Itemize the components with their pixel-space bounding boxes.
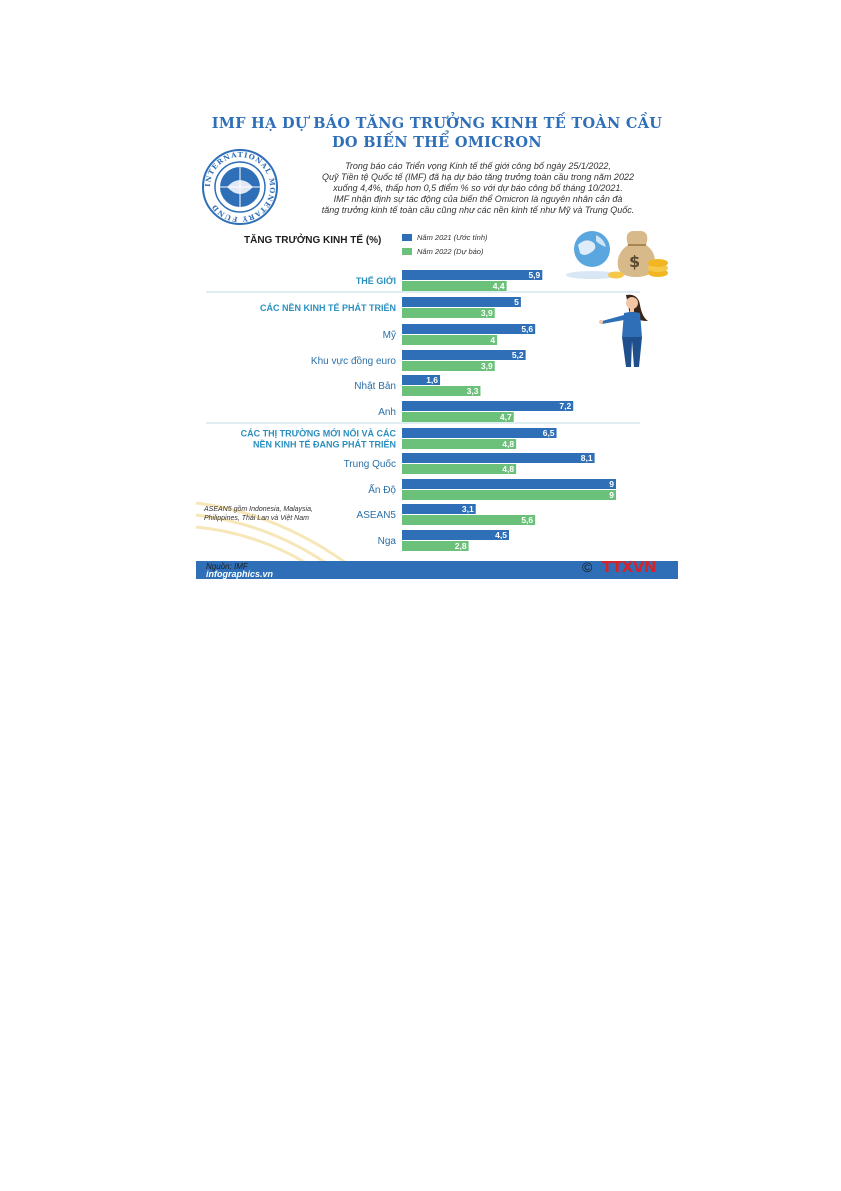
svg-text:$: $ [629,252,641,271]
legend-label-2022: Năm 2022 (Dự báo) [417,247,484,256]
legend-label-2021: Năm 2021 (Ước tính) [417,233,488,242]
source-text: Nguồn: IMF [206,562,248,571]
bar-value-label: 7,2 [559,401,572,411]
bar-2021 [402,350,526,360]
bar-2022 [402,515,535,525]
bar-2021 [402,428,557,438]
category-label: NỀN KINH TẾ ĐANG PHÁT TRIỂN [252,439,396,450]
bar-2021 [402,401,573,411]
category-label: Ấn Độ [368,485,396,496]
category-label: Nga [377,536,396,547]
bar-2022 [402,281,507,291]
bar-value-label: 4,8 [502,439,515,449]
bar-value-label: 9 [609,490,614,500]
ttxvn-brand: TTXVN [602,558,657,576]
bar-2021 [402,297,521,307]
category-label: CÁC NỀN KINH TẾ PHÁT TRIỂN [259,303,396,313]
intro-line-4: IMF nhận định sự tác động của biến thể Omicron là nguyên nhân cản đà [333,194,623,204]
bar-value-label: 6,5 [542,428,555,438]
bar-value-label: 5,6 [521,515,534,525]
bar-value-label: 5,6 [521,324,534,334]
chart-title: TĂNG TRƯỞNG KINH TẾ (%) [244,235,382,246]
category-label: ASEAN5 [356,510,396,521]
bar-2021 [402,479,616,489]
bar-2022 [402,412,514,422]
bar-value-label: 4,5 [495,530,507,540]
category-label: Khu vực đồng euro [310,356,396,367]
bar-value-label: 2,8 [454,541,467,551]
category-label: CÁC THỊ TRƯỜNG MỚI NỔI VÀ CÁC [240,428,396,439]
intro-line-1: Trong báo cáo Triển vọng Kinh tế thế giới công bố ngày 25/1/2022, [345,161,611,171]
bar-value-label: 5,9 [528,270,541,280]
category-label: Anh [378,407,396,418]
intro-line-5: tăng trưởng kinh tế toàn cầu cũng như các nền kinh tế như Mỹ và Trung Quốc. [321,205,635,215]
intro-line-2: Quỹ Tiền tệ Quốc tế (IMF) đã hạ dự báo tăng trưởng toàn cầu trong năm 2022 [322,172,634,182]
bar-value-label: 3,1 [461,504,474,514]
bar-value-label: 9 [609,479,614,489]
copyright-icon: © [582,559,593,575]
title-line-2: DO BIẾN THỂ OMICRON [332,134,542,151]
intro-line-3: xuống 4,4%, thấp hơn 0,5 điểm % so với dự báo công bố tháng 10/2021. [333,183,623,193]
bar-2022 [402,335,497,345]
ttxvn-logo [582,559,674,577]
bar-2022 [402,490,616,500]
bar-value-label: 4,7 [499,412,512,422]
bar-2021 [402,530,509,540]
bar-value-label: 3,9 [480,308,493,318]
bar-value-label: 4 [490,335,496,345]
bar-2021 [402,453,595,463]
title-line-1: IMF HẠ DỰ BÁO TĂNG TRƯỞNG KINH TẾ TOÀN CẦU [211,115,663,132]
bar-value-label: 8,1 [580,453,593,463]
category-label: THẾ GIỚI [355,276,396,286]
bar-2021 [402,324,535,334]
infographic-card [196,103,678,579]
asean5-note: ASEAN5 gồm Indonesia, Malaysia, Philippines, Thái Lan và Việt Nam [204,506,313,522]
bar-value-label: 1,6 [426,375,439,385]
bar-value-label: 5 [514,297,519,307]
bar-value-label: 4,8 [502,464,515,474]
category-label: Trung Quốc [343,459,396,470]
category-label: Nhật Bản [354,381,396,392]
seal-text: INTERNATIONAL MONETARY FUND [202,149,278,225]
category-label: Mỹ [382,330,396,341]
bar-value-label: 3,3 [466,386,479,396]
bar-value-label: 5,2 [511,350,524,360]
bar-2022 [402,464,516,474]
bar-value-label: 4,4 [492,281,505,291]
site-link[interactable]: infographics.vn [206,569,274,579]
bar-2021 [402,270,542,280]
bar-value-label: 3,9 [480,361,493,371]
bar-2022 [402,439,516,449]
